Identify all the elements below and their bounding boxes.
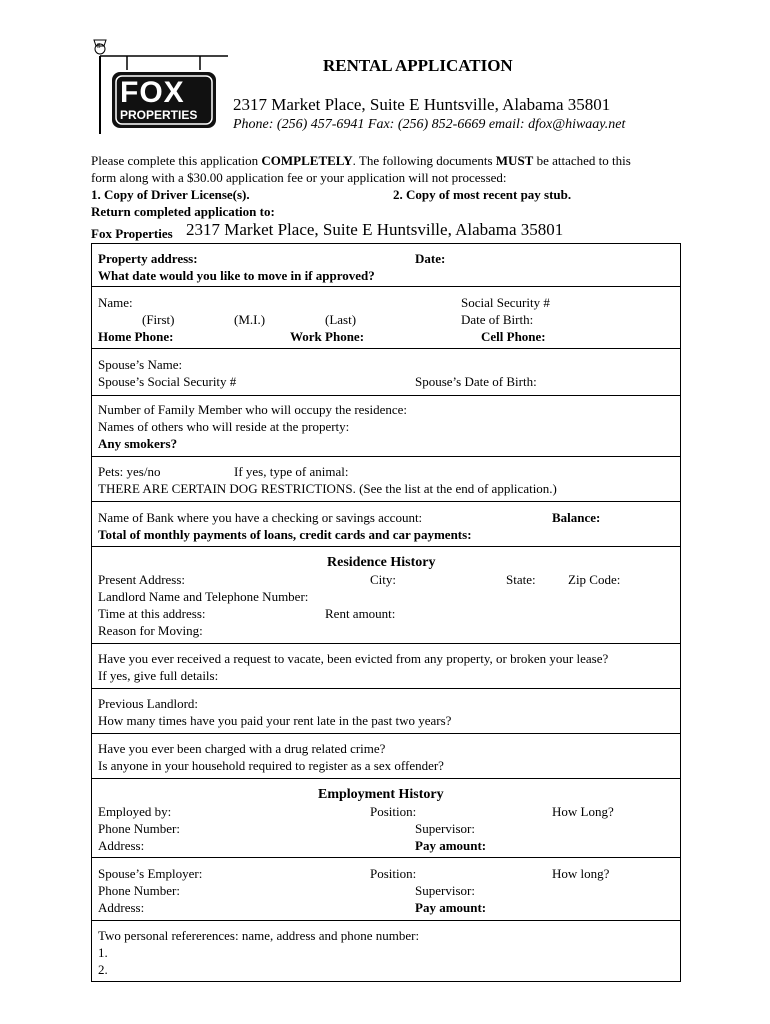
sex-offender-question: Is anyone in your household required to register as a sex offender? (98, 758, 444, 773)
spouse-ssn-label: Spouse’s Social Security # (98, 374, 237, 389)
reference-2-label: 2. (98, 962, 108, 977)
state-label: State: (506, 572, 536, 587)
logo-fox-text: FOX (120, 76, 185, 109)
intro-line-1: Please complete this application COMPLETELY. The following documents MUST be attached to this (91, 153, 631, 168)
zip-code-label: Zip Code: (568, 572, 621, 587)
eviction-details-label: If yes, give full details: (98, 668, 219, 683)
previous-landlord-label: Previous Landlord: (98, 696, 199, 711)
intro-line-2: form along with a $30.00 application fee or your application will not processed: (91, 170, 507, 185)
family-members-label: Number of Family Member who will occupy the residence: (98, 402, 408, 417)
section-pets (91, 456, 681, 501)
position-label: Position: (370, 804, 417, 819)
residence-history-heading: Residence History (327, 555, 436, 570)
landlord-label: Landlord Name and Telephone Number: (98, 589, 309, 604)
spouse-how-long-label: How long? (552, 866, 610, 881)
property-address-label: Property address: (98, 251, 198, 266)
section-references (91, 920, 681, 982)
time-at-address-label: Time at this address: (98, 606, 206, 621)
section-employment-history (91, 778, 681, 857)
middle-initial-caption: (M.I.) (234, 312, 266, 327)
section-spouse-employment (91, 857, 681, 920)
bank-label: Name of Bank where you have a checking or savings account: (98, 510, 423, 525)
drug-crime-question: Have you ever been charged with a drug related crime? (98, 741, 386, 756)
dog-restrictions-note: THERE ARE CERTAIN DOG RESTRICTIONS. (See the list at the end of application.) (98, 481, 557, 496)
present-address-label: Present Address: (98, 572, 186, 587)
rent-amount-label: Rent amount: (325, 606, 396, 621)
dob-label: Date of Birth: (461, 312, 534, 327)
section-spouse (91, 348, 681, 395)
return-company: Fox Properties (91, 226, 173, 241)
section-eviction (91, 643, 681, 688)
move-in-date-label: What date would you like to move in if approved? (98, 268, 375, 283)
section-background (91, 733, 681, 778)
form-title: RENTAL APPLICATION (323, 56, 513, 75)
supervisor-label: Supervisor: (415, 821, 475, 836)
section-occupants (91, 395, 681, 456)
employer-phone-label: Phone Number: (98, 821, 180, 836)
animal-type-label: If yes, type of animal: (234, 464, 349, 479)
section-residence-history (91, 546, 681, 643)
monthly-payments-label: Total of monthly payments of loans, credit cards and car payments: (98, 527, 472, 542)
pay-amount-label: Pay amount: (415, 838, 487, 853)
section-finances (91, 501, 681, 546)
employed-by-label: Employed by: (98, 804, 172, 819)
spouse-employer-label: Spouse’s Employer: (98, 866, 203, 881)
eviction-question: Have you ever received a request to vacate, been evicted from any property, or broken your lease? (98, 651, 609, 666)
fox-properties-logo (90, 36, 230, 136)
ssn-label: Social Security # (461, 295, 550, 310)
name-label: Name: (98, 295, 133, 310)
return-address: 2317 Market Place, Suite E Huntsville, Alabama 35801 (186, 220, 564, 239)
cell-phone-label: Cell Phone: (481, 329, 546, 344)
late-rent-question: How many times have you paid your rent late in the past two years? (98, 713, 452, 728)
employer-address-label: Address: (98, 838, 145, 853)
last-name-caption: (Last) (325, 312, 357, 327)
required-doc-2: 2. Copy of most recent pay stub. (393, 187, 572, 202)
section-previous-landlord (91, 688, 681, 733)
how-long-label: How Long? (552, 804, 614, 819)
logo-tag-number: 3 (97, 42, 101, 50)
spouse-position-label: Position: (370, 866, 417, 881)
spouse-supervisor-label: Supervisor: (415, 883, 475, 898)
spouse-employer-address-label: Address: (98, 900, 145, 915)
other-residents-label: Names of others who will reside at the property: (98, 419, 350, 434)
header-address: 2317 Market Place, Suite E Huntsville, Alabama 35801 (233, 95, 611, 114)
reference-1-label: 1. (98, 945, 108, 960)
spouse-employer-phone-label: Phone Number: (98, 883, 180, 898)
logo-properties-text: PROPERTIES (120, 108, 198, 122)
smokers-label: Any smokers? (98, 436, 178, 451)
pets-label: Pets: yes/no (98, 464, 161, 479)
first-name-caption: (First) (142, 312, 175, 327)
city-label: City: (370, 572, 397, 587)
spouse-dob-label: Spouse’s Date of Birth: (415, 374, 537, 389)
date-label: Date: (415, 251, 446, 266)
required-doc-1: 1. Copy of Driver License(s). (91, 187, 250, 202)
references-label: Two personal refererences: name, address and phone number: (98, 928, 420, 943)
work-phone-label: Work Phone: (290, 329, 365, 344)
spouse-name-label: Spouse’s Name: (98, 357, 183, 372)
employment-history-heading: Employment History (318, 787, 444, 802)
reason-moving-label: Reason for Moving: (98, 623, 203, 638)
return-to-label: Return completed application to: (91, 204, 275, 219)
balance-label: Balance: (552, 510, 601, 525)
spouse-pay-amount-label: Pay amount: (415, 900, 487, 915)
home-phone-label: Home Phone: (98, 329, 174, 344)
section-property (91, 243, 681, 286)
header-contact: Phone: (256) 457-6941 Fax: (256) 852-6669 email: dfox@hiwaay.net (233, 117, 626, 132)
section-applicant (91, 286, 681, 348)
